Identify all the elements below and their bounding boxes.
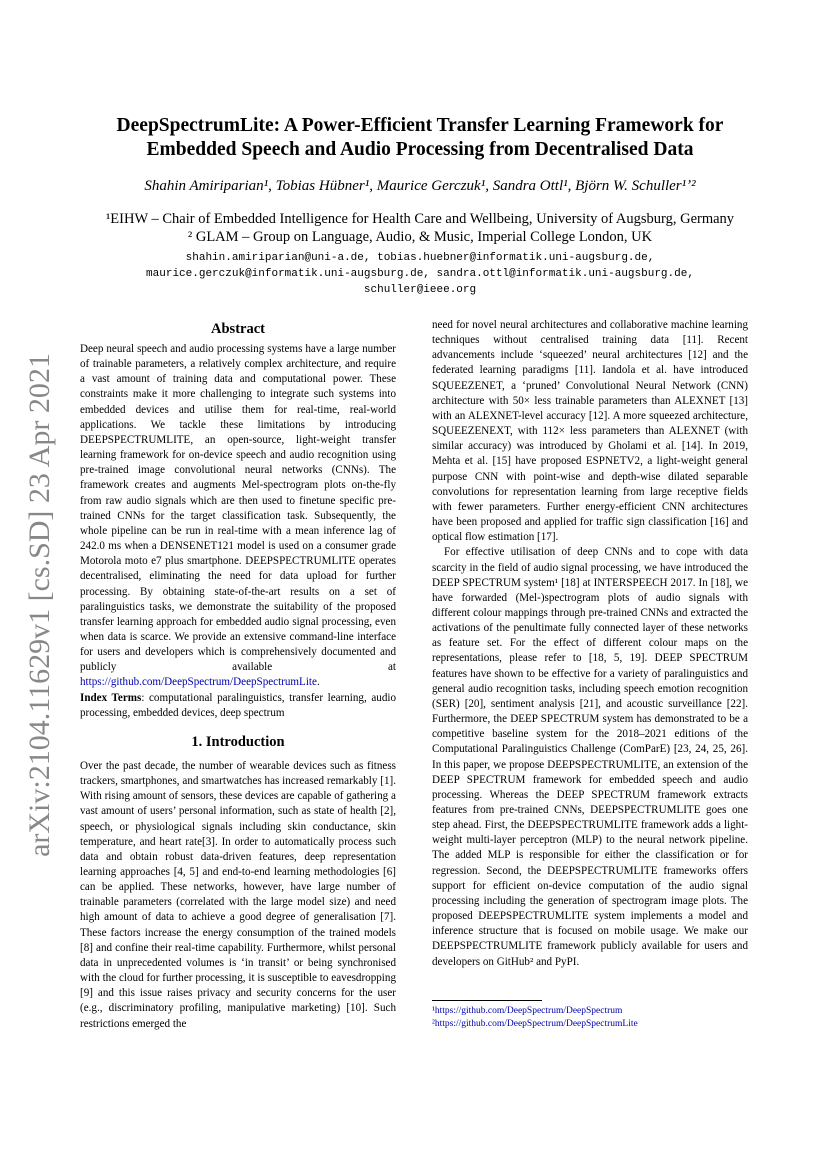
intro-paragraph-3: For effective utilisation of deep CNNs and to cope with data scarcity in the field of audio signal processing, we have introduced the DEEP SPECTRUM system¹ [18] at INTERSPEECH 2017. In [18], we have forwarded (Mel-)spectrogram plots of audio signals with different colour mappings through pre-trained CNNs and extracted the activations of the penultimate fully connected layer of these networks as feature set. For the effect of different colour maps on the representations, please refer to [18, 5, 19]. DEEP SPECTRUM features have shown to be effective for a variety of paralinguistics and general audio recognition tasks, including speech emotion recognition (SER) [20], sentiment analysis [21], and acoustic surveillance [22]. Furthermore, the DEEP SPECTRUM system has demonstrated to be a competitive baseline system for the 2018–2021 editions of the Computational Paralinguistics Challenge (ComParE) [23, 24, 25, 26]. In this paper, we propose DEEPSPECTRUMLITE, an extension of the DEEP SPECTRUM framework for embedded speech and audio processing. Whereas the DEEP SPECTRUM framework extracts features from pre-trained CNNs, DEEPSPECTRUMLITE goes one step ahead. First, the DEEPSPECTRUMLITE framework adds a light-weight multi-layer perceptron (MLP) to the neural network pipeline. The added MLP is responsible for either the classification or for regression. Second, the DEEPSPECTRUMLITE frameworks offers support for efficient on-device computation of the audio signal processing including the generation of spectrogram image plots. The proposed DEEPSPECTRUMLITE system implements a model and inference structure that is focused on mobile usage. We make our DEEPSPECTRUMLITE framework publicly available for users and developers on GitHub² and PyPI. — [432, 546, 748, 968]
affiliation-1: ¹EIHW – Chair of Embedded Intelligence for Health Care and Wellbeing, University of Augsburg, Germany — [105, 211, 735, 227]
abstract-heading: Abstract — [211, 321, 265, 337]
abstract-text: Deep neural speech and audio processing systems have a large number of trainable parameters, a relatively complex architecture, and require a vast amount of training data and computational power. These constraints make it more challenging to integrate such systems into embedded devices and utilise them for real-time, real-world applications. We tackle these limitations by introducing DEEPSPECTRUMLITE, an open-source, light-weight transfer learning framework for on-device speech and audio recognition using pre-trained image convolutional neural networks (CNNs). The framework creates and augments Mel-spectrogram plots on-the-fly from raw audio signals which are then used to finetune specific pre-trained CNNs for the target classification task. Subsequently, the whole pipeline can be run in real-time with a mean inference lag of 242.0 ms when a DENSENET121 model is used on a consumer grade Motorola moto e7 plus smartphone. DEEPSPECTRUMLITE operates decentralised, eliminating the need for data upload for further processing. By obtaining state-of-the-art results on a set of paralinguistics tasks, we demonstrate the suitability of the proposed transfer learning approach for embedded audio signal processing, even when data is scarce. We provide an extensive command-line interface for users and developers which is comprehensively documented and publicly available at — [80, 343, 396, 674]
right-column — [432, 318, 748, 970]
footnote-1-link[interactable]: ¹https://github.com/DeepSpectrum/DeepSpectrum — [432, 1006, 623, 1016]
paper-title — [90, 114, 750, 162]
intro-paragraph-1: Over the past decade, the number of wearable devices such as fitness trackers, smartphones, and smartwatches has increased remarkably [1]. With rising amount of sensors, these devices are capable of gathering a vast amount of users’ personal information, such as state of health [2], speech, or physiological signals including skin conductance, skin temperature, and heart rate[3]. In order to automatically process such data and obtain robust data-driven features, deep representation learning approaches [4, 5] and end-to-end learning methodologies [6] can be applied. These networks, however, have large number of trainable parameters (correlated with the large model size) and need high amount of data to achieve a good degree of generalisation [7]. These factors increase the energy consumption of the trained models [8] and confine their real-time capability. Furthermore, whilst personal data in unprecedented volumes is ‘in transit’ or being synchronised with the cloud for further processing, it is susceptible to eavesdropping [9] and this issue raises privacy and security concerns for the user (e.g., discriminatory profiling, manipulative marketing) [10]. Such restrictions emerged the — [80, 759, 396, 1030]
left-column — [80, 318, 396, 1032]
index-terms-text: : computational paralinguistics, transfer learning, audio processing, embedded devices, deep spectrum — [80, 691, 396, 719]
arxiv-watermark — [20, 353, 60, 857]
arxiv-id: arXiv:2104.11629v1 [cs.SD] 23 Apr 2021 — [23, 353, 56, 857]
abstract-body: Deep neural speech and audio processing systems have a large number of trainable parameters, a relatively complex architecture, and require a vast amount of training data and computational power. These constraints make it more challenging to integrate such systems into embedded devices and utilise them for real-time, real-world applications. We tackle these limitations by introducing DEEPSPECTRUMLITE, an open-source, light-weight transfer learning framework for on-device speech and audio recognition using pre-trained image convolutional neural networks (CNNs). The framework creates and augments Mel-spectrogram plots on-the-fly from raw audio signals which are then used to finetune specific pre-trained CNNs for the target classification task. Subsequently, the whole pipeline can be run in real-time with a mean inference lag of 242.0 ms when a DENSENET121 model is used on a consumer grade Motorola moto e7 plus smartphone. DEEPSPECTRUMLITE operates decentralised, eliminating the need for data upload for further processing. By obtaining state-of-the-art results on a set of paralinguistics tasks, we demonstrate the suitability of the proposed transfer learning approach for embedded audio signal processing, even when data is scarce. We provide an extensive command-line interface for users and developers which is comprehensively documented and publicly available at https://github.com/DeepSpectrum/DeepSpectrumLite. — [80, 343, 396, 689]
footnote-2-link[interactable]: ²https://github.com/DeepSpectrum/DeepSpectrumLite — [432, 1018, 638, 1029]
title-line-1: DeepSpectrumLite: A Power-Efficient Transfer Learning Framework for — [116, 115, 724, 136]
footnotes — [432, 1000, 748, 1030]
email-line-1: shahin.amiriparian@uni-a.de, tobias.huebner@informatik.uni-augsburg.de, — [185, 252, 655, 264]
affiliation-2: ² GLAM – Group on Language, Audio, & Music, Imperial College London, UK — [187, 229, 653, 245]
footnote-divider — [432, 1000, 542, 1001]
abstract-github-link[interactable]: https://github.com/DeepSpectrum/DeepSpectrumLite — [80, 676, 317, 689]
authors: Shahin Amiriparian¹, Tobias Hübner¹, Maurice Gerczuk¹, Sandra Ottl¹, Björn W. Schuller¹ʼ² — [144, 178, 696, 194]
email-line-2: maurice.gerczuk@informatik.uni-augsburg.de, sandra.ottl@informatik.uni-augsburg.de, — [146, 268, 694, 280]
intro-paragraph-2: need for novel neural architectures and collaborative machine learning techniques without centralised training data [11]. Recent advancements include ‘squeezed’ neural architectures [12] and the federated learning paradigms [11]. Iandola et al. have introduced SQUEEZENET, a ‘pruned’ Convolutional Neural Network (CNN) architecture with 50× less trainable parameters than ALEXNET [13] with an ALEXNET-level accuracy [12]. A more squeezed architecture, SQUEEZENEXT, with 112× less parameters than ALEXNET (with similar accuracy) was introduced by Gholami et al. [14]. In 2019, Mehta et al. [15] have proposed ESPNETV2, a light-weight general purpose CNN with point-wise and depth-wise dilated separable convolutions for representation learning from large receptive fields with fewer parameters. Further energy-efficient CNN architectures have been proposed and applied for traffic sign classification [16] and optical flow estimation [17]. — [432, 319, 748, 544]
index-terms-label: Index Terms — [80, 691, 142, 704]
title-line-2: Embedded Speech and Audio Processing from Decentralised Data — [146, 139, 694, 160]
author-emails — [90, 250, 750, 298]
index-terms — [80, 691, 396, 721]
email-line-3: schuller@ieee.org — [363, 284, 477, 296]
introduction-heading: 1. Introduction — [191, 733, 285, 750]
